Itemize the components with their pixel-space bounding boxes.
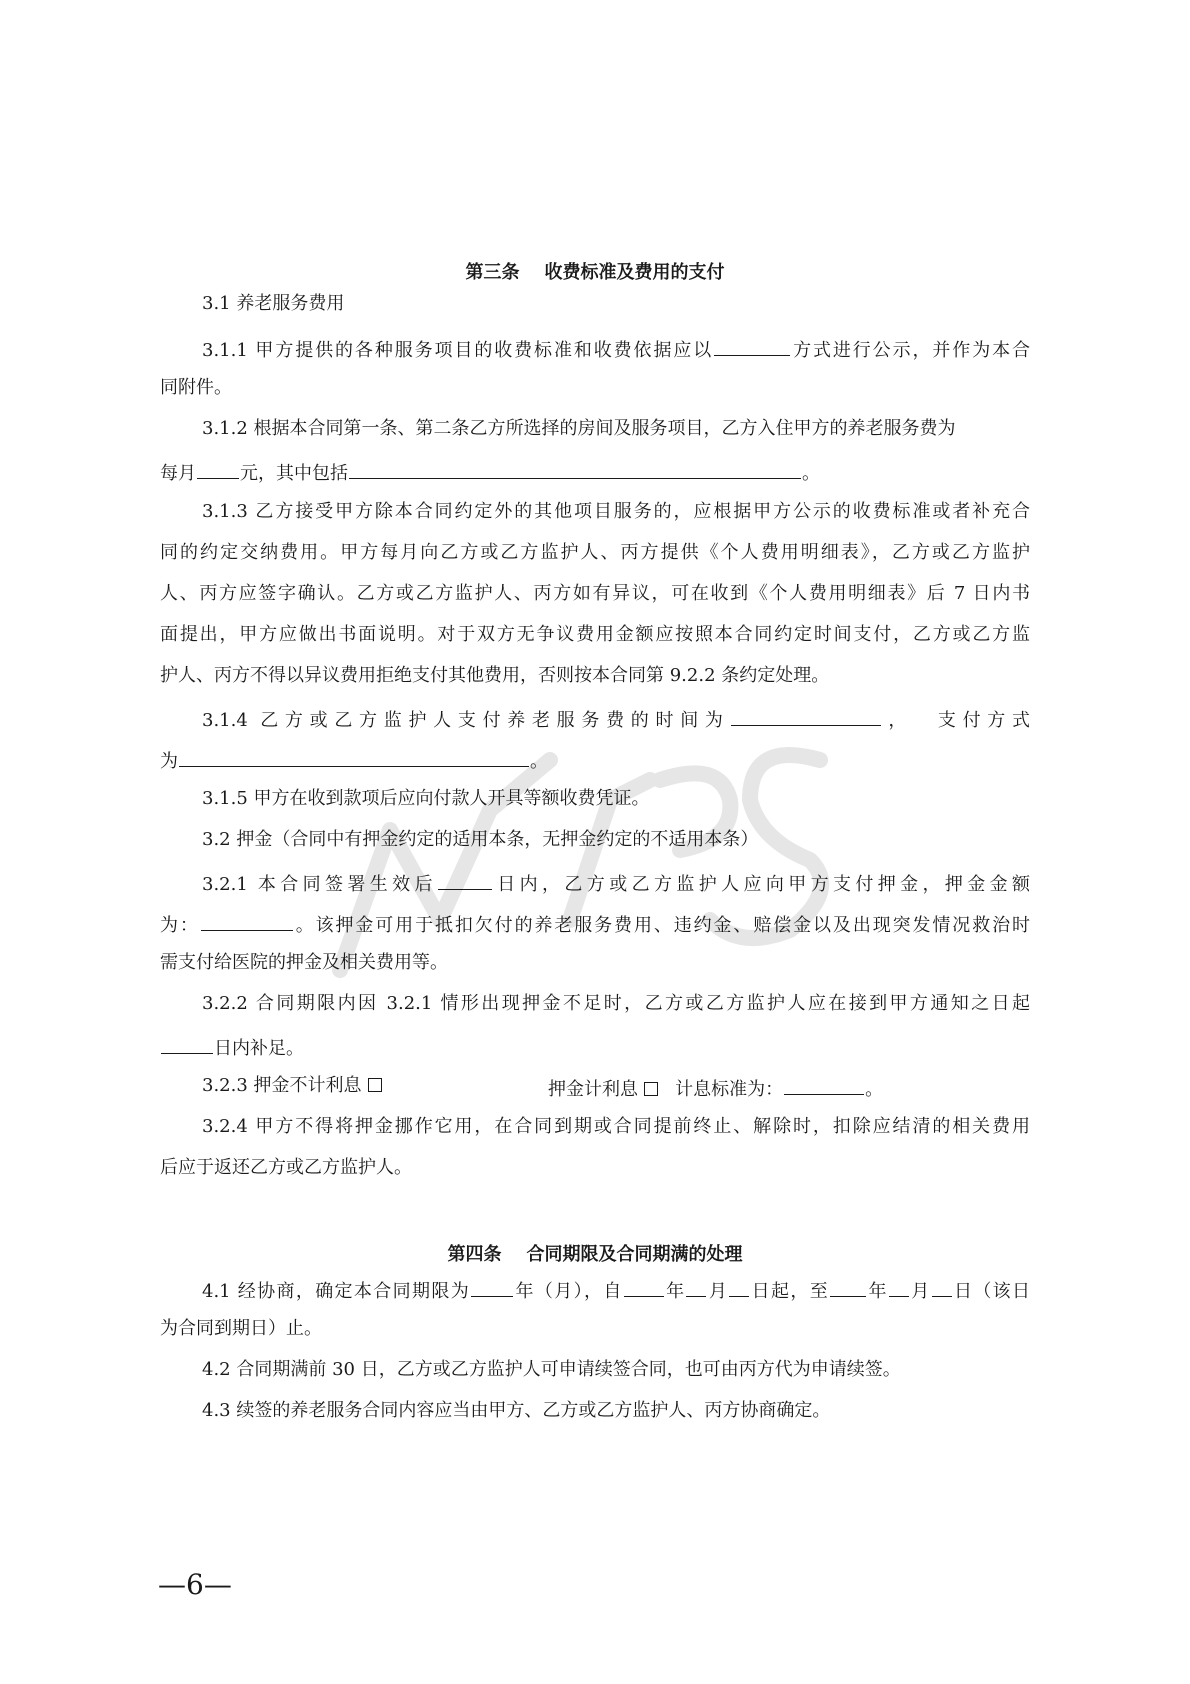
clause-3-1: 3.1 养老服务费用 — [202, 293, 345, 314]
clause-3-1-4-line2: 为 。 — [160, 746, 548, 774]
clause-3-1-2-line1: 3.1.2 根据本合同第一条、第二条乙方所选择的房间及服务项目，乙方入住甲方的养老服务费为 — [202, 418, 956, 439]
clause-3-2-1-line3: 需支付给医院的押金及相关费用等。 — [160, 952, 448, 973]
clause-3-1-1-line2: 同附件。 — [160, 377, 232, 398]
blank-field — [201, 910, 293, 931]
blank-field — [686, 1276, 706, 1297]
section-4-title: 第四条 合同期限及合同期满的处理 — [447, 1244, 743, 1265]
clause-3-1-2-line2: 每月 元，其中包括 。 — [160, 458, 820, 486]
blank-field — [349, 458, 801, 479]
clause-4-1-line2: 为合同到期日）止。 — [160, 1318, 322, 1339]
clause-3-2-1-line1: 3.2.1 本合同签署生效后 日内，乙方或乙方监护人应向甲方支付押金，押金金额 — [202, 869, 1030, 897]
checkbox-interest[interactable] — [644, 1082, 658, 1096]
blank-field — [179, 746, 529, 767]
clause-3-1-3-line1: 3.1.3 乙方接受甲方除本合同约定外的其他项目服务的，应根据甲方公示的收费标准或者补充合 — [202, 501, 1030, 522]
clause-3-1-5: 3.1.5 甲方在收到款项后应向付款人开具等额收费凭证。 — [202, 788, 650, 809]
clause-3-1-4-line1: 3.1.4 乙方或乙方监护人支付养老服务费的时间为 ， 支付方式 — [202, 705, 1030, 733]
clause-3-2-3: 3.2.3 押金不计利息 — [202, 1074, 382, 1098]
blank-field — [624, 1276, 664, 1297]
blank-field — [784, 1074, 864, 1095]
clause-3-1-3-line5: 护人、丙方不得以异议费用拒绝支付其他费用，否则按本合同第 9.2.2 条约定处理。 — [160, 665, 830, 686]
clause-3-1-1-line1: 3.1.1 甲方提供的各种服务项目的收费标准和收费依据应以 方式进行公示，并作为本合 — [202, 335, 1030, 363]
blank-field — [197, 458, 239, 479]
blank-field — [729, 1276, 749, 1297]
page-number: —6— — [158, 1568, 232, 1601]
blank-field — [731, 705, 881, 726]
checkbox-no-interest[interactable] — [368, 1078, 382, 1092]
blank-field — [889, 1276, 909, 1297]
blank-field — [932, 1276, 952, 1297]
blank-field — [438, 869, 492, 890]
clause-3-2-2-line2: 日内补足。 — [160, 1033, 304, 1061]
blank-field — [714, 335, 790, 356]
blank-field — [161, 1033, 213, 1054]
clause-4-3: 4.3 续签的养老服务合同内容应当由甲方、乙方或乙方监护人、丙方协商确定。 — [202, 1400, 831, 1421]
clause-3-2-1-line2: 为： 。该押金可用于抵扣欠付的养老服务费用、违约金、赔偿金以及出现突发情况救治时 — [160, 910, 1030, 938]
clause-3-2: 3.2 押金（合同中有押金约定的适用本条，无押金约定的不适用本条） — [202, 829, 759, 850]
blank-field — [830, 1276, 866, 1297]
clause-4-2: 4.2 合同期满前 30 日，乙方或乙方监护人可申请续签合同，也可由丙方代为申请续签。 — [202, 1359, 901, 1380]
clause-3-2-2-line1: 3.2.2 合同期限内因 3.2.1 情形出现押金不足时，乙方或乙方监护人应在接到甲方通知之日起 — [202, 993, 1030, 1014]
clause-3-1-3-line3: 人、丙方应签字确认。乙方或乙方监护人、丙方如有异议，可在收到《个人费用明细表》后 7 日内书 — [160, 583, 1030, 604]
clause-3-1-3-line2: 同的约定交纳费用。甲方每月向乙方或乙方监护人、丙方提供《个人费用明细表》，乙方或乙方监护 — [160, 542, 1030, 563]
section-3-title: 第三条 收费标准及费用的支付 — [465, 262, 725, 283]
clause-3-1-3-line4: 面提出，甲方应做出书面说明。对于双方无争议费用金额应按照本合同约定时间支付，乙方或乙方监 — [160, 624, 1030, 645]
clause-3-2-4-line1: 3.2.4 甲方不得将押金挪作它用，在合同到期或合同提前终止、解除时，扣除应结清的相关费用 — [202, 1116, 1030, 1137]
clause-3-2-4-line2: 后应于返还乙方或乙方监护人。 — [160, 1157, 412, 1178]
blank-field — [471, 1276, 513, 1297]
clause-3-2-3-option2: 押金计利息 计息标准为： 。 — [548, 1074, 883, 1102]
clause-4-1-line1: 4.1 经协商，确定本合同期限为 年（月），自 年 月 日起，至 年 月 日（该日 — [202, 1276, 1030, 1304]
